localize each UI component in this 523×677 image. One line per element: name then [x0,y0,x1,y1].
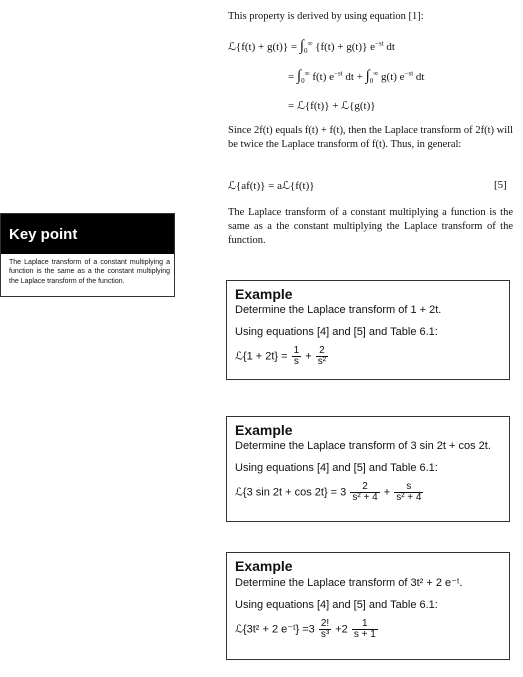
derivation-line-3: = ℒ{f(t)} + ℒ{g(t)} [288,100,376,112]
example-method: Using equations [4] and [5] and Table 6.1: [235,599,438,611]
fraction: $\frac{2}{\text{s²}}$ [317,345,327,367]
answer-lhs: ℒ{3t² + 2 e⁻ᵗ} =3 [235,623,315,636]
key-point-text: The Laplace transform of a constant multiplying a function is the same as a the constant multiplying the Laplace transform of the function. [9,259,170,285]
dt-text: dt [415,71,425,83]
equation-5: ℒ{af(t)} = aℒ{f(t)} [228,180,315,192]
integral-upper-limit: ∞ [304,69,310,78]
integral-symbol: ∫ [299,38,304,54]
dt-text: dt [345,71,354,83]
example-answer: ℒ{3 sin 2t + cos 2t} = 3 $\frac{2}{\text{s² + 4}}$ + $\frac{s}{\text{s² + 4}}$ [235,481,422,503]
derivation-line-1 [228,38,395,55]
example-box-3 [226,552,510,660]
dt-text: dt [386,41,395,53]
fraction: $\frac{s}{\text{s² + 4}}$ [396,481,422,503]
derivation-lhs: ℒ{f(t) + g(t)} = [228,41,298,53]
integral-symbol: ∫ [365,68,370,84]
example-answer: ℒ{1 + 2t} = $\frac{1}{s}$ + $\frac{2}{\text{s²}}$ [235,345,327,367]
example-method: Using equations [4] and [5] and Table 6.1: [235,462,438,474]
linearity-paragraph: The Laplace transform of a constant multiplying a function is the same as a the constant multiplying the Laplace transform of the function. [228,207,513,247]
integral-upper-limit: ∞ [307,39,313,48]
integral-lower-limit: 0 [301,77,305,86]
equation-5-number: [5] [494,179,507,191]
derivation-integrand-a: f(t) e [312,71,335,83]
fraction: $\frac{2!}{\text{s³}}$ [320,618,330,640]
example-prompt: Determine the Laplace transform of 3t² + 2 e⁻ᵗ. [235,577,463,589]
example-title: Example [235,558,293,574]
exponent: −st [334,69,343,78]
example-box-1 [226,280,510,380]
fraction: $\frac{1}{s + 1}$ [353,618,376,640]
example-title: Example [235,422,293,438]
answer-lhs: ℒ{1 + 2t} = [235,350,288,363]
equals-sign: = [288,71,295,83]
example-title: Example [235,286,293,302]
key-point-heading: Key point [1,214,174,254]
plus-sign: + [356,71,363,83]
intro-text: This property is derived by using equation [1]: [228,11,424,22]
derivation-integrand-b: g(t) e [381,71,405,83]
derivation-integrand: {f(t) + g(t)} e [315,41,376,53]
integral-lower-limit: 0 [303,47,308,56]
example-prompt: Determine the Laplace transform of 3 sin 2t + cos 2t. [235,440,491,452]
example-box-2 [226,416,510,522]
integral-upper-limit: ∞ [373,69,379,78]
answer-lhs: ℒ{3 sin 2t + cos 2t} = 3 [235,486,347,499]
exponent: −st [375,39,384,48]
since-paragraph: Since 2f(t) equals f(t) + f(t), then the Laplace transform of 2f(t) will be twice the Laplace transform of f(t). Thus, in general: [228,125,513,151]
fraction: $\frac{2}{\text{s² + 4}}$ [352,481,378,503]
example-method: Using equations [4] and [5] and Table 6.1: [235,326,438,338]
key-point-box [0,213,175,297]
exponent: −st [404,69,414,78]
fraction: $\frac{1}{s}$ [293,345,300,367]
example-answer: ℒ{3t² + 2 e⁻ᵗ} =3 $\frac{2!}{\text{s³}}$ +2 $\frac{1}{s + 1}$ [235,618,376,640]
derivation-line-2 [288,68,424,85]
integral-symbol: ∫ [296,68,302,84]
example-prompt: Determine the Laplace transform of 1 + 2t. [235,304,442,316]
integral-lower-limit: 0 [369,77,374,86]
